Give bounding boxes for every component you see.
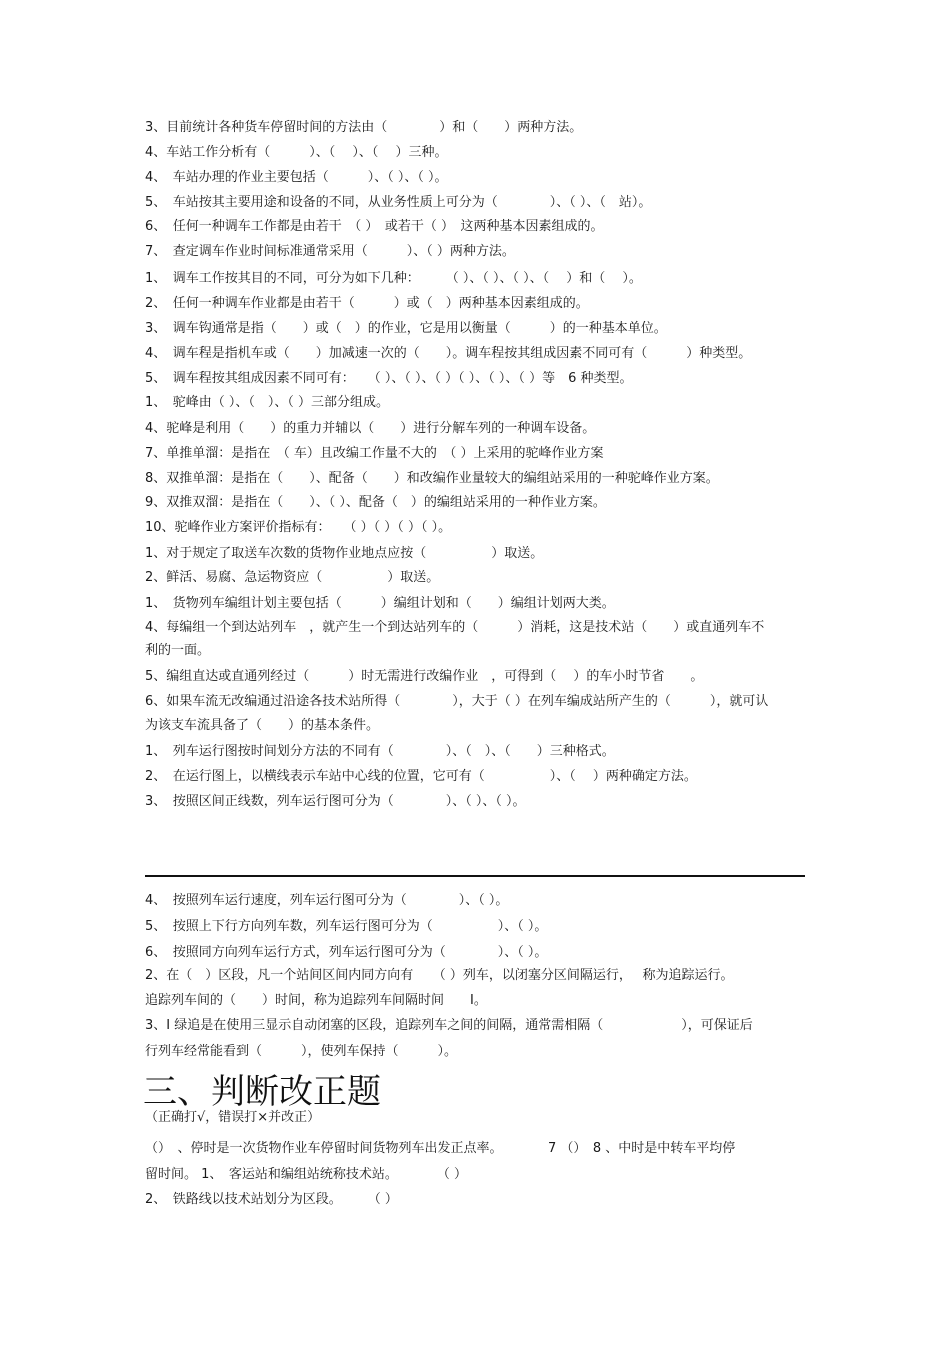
judgement-line-2: （） 、停时是一次货物作业车停留时间货物列车出发正点率。 7 （） 8 、中时是中转车平均停 — [145, 1141, 736, 1156]
question-line-6: 7、 查定调车作业时间标准通常采用（ ）、（ ）两种方法。 — [145, 244, 515, 259]
question-line-13: 4、驼峰是利用（ ）的重力并辅以（ ）进行分解车列的一种调车设备。 — [145, 421, 596, 436]
question-line-19: 2、鲜活、易腐、急运物资应（ ）取送。 — [145, 570, 440, 585]
page-separator-line — [145, 875, 805, 877]
question-line-23: 5、编组直达或直通列经过（ ）时无需进行改编作业 ，可得到（ ）的车小时节省 。 — [145, 669, 704, 684]
question-line-24: 6、如果车流无改编通过沿途各技术站所得（ ），大于（ ）在列车编成站所产生的（ ），就可认 — [145, 694, 769, 709]
question-line-1: 3、目前统计各种货车停留时间的方法由（ ）和（ ）两种方法。 — [145, 120, 583, 135]
question-line-20: 1、 货物列车编组计划主要包括（ ）编组计划和（ ）编组计划两大类。 — [145, 596, 615, 611]
judgement-line-3: 留时间。 1、 客运站和编组站统称技术站。 （ ） — [145, 1167, 468, 1182]
question-line-8: 2、 任何一种调车作业都是由若干（ ）或（ ）两种基本因素组成的。 — [145, 296, 589, 311]
question-continued-line-5: 追踪列车间的（ ）时间，称为追踪列车间隔时间 I。 — [145, 993, 487, 1008]
judgement-line-4: 2、 铁路线以技术站划分为区段。 （ ） — [145, 1192, 398, 1207]
question-continued-line-3: 6、 按照同方向列车运行方式，列车运行图可分为（ ）、（ ）。 — [145, 945, 548, 960]
section-title: 三、判断改正题 — [143, 1072, 381, 1112]
question-line-12: 1、 驼峰由（ ）、（ ）、（ ）三部分组成。 — [145, 395, 390, 410]
question-line-2: 4、车站工作分析有（ ）、（ ）、（ ）三种。 — [145, 145, 448, 160]
question-line-5: 6、 任何一种调车工作都是由若干 （ ） 或若干（ ） 这两种基本因素组成的。 — [145, 219, 604, 234]
question-line-15: 8、双推单溜：是指在（ ）、配备（ ）和改编作业量较大的编组站采用的一种驼峰作业方案。 — [145, 471, 719, 486]
question-line-11: 5、 调车程按其组成因素不同可有： （ ）、（ ）、（ ）（ ）、（ ）、（ ）等 6 种类型。 — [145, 371, 633, 386]
question-continued-line-6: 3、I 绿追是在使用三显示自动闭塞的区段，追踪列车之间的间隔，通常需相隔（ ），可保证后 — [145, 1018, 753, 1033]
question-continued-line-7: 行列车经常能看到（ ），使列车保持（ ）。 — [145, 1044, 458, 1059]
question-line-21: 4、每编组一个到达站列车 ，就产生一个到达站列车的（ ）消耗，这是技术站（ ）或直通列车不 — [145, 620, 765, 635]
question-line-17: 10、驼峰作业方案评价指标有： （ ）（ ）（ ）（ ）。 — [145, 520, 452, 535]
question-line-9: 3、 调车钩通常是指（ ）或（ ）的作业，它是用以衡量（ ）的一种基本单位。 — [145, 321, 667, 336]
question-continued-line-2: 5、 按照上下行方向列车数，列车运行图可分为（ ）、（ ）。 — [145, 919, 548, 934]
question-line-25: 为该支车流具备了（ ）的基本条件。 — [145, 718, 380, 733]
question-line-14: 7、单推单溜：是指在 （ 车）且改编工作量不大的 （ ）上采用的驼峰作业方案 — [145, 446, 604, 461]
question-line-10: 4、 调车程是指机车或（ ）加减速一次的（ ）。调车程按其组成因素不同可有（ ）种类型。 — [145, 346, 752, 361]
question-line-3: 4、 车站办理的作业主要包括（ ）、（ ）、（ ）。 — [145, 170, 448, 185]
judgement-line-1: （正确打√，错误打×并改正） — [145, 1110, 321, 1125]
question-line-18: 1、对于规定了取送车次数的货物作业地点应按（ ）取送。 — [145, 546, 544, 561]
question-line-16: 9、双推双溜：是指在（ ）、（ ）、配备（ ）的编组站采用的一种作业方案。 — [145, 495, 606, 510]
question-line-22: 利的一面。 — [145, 643, 211, 658]
question-line-28: 3、 按照区间正线数，列车运行图可分为（ ）、（ ）、（ ）。 — [145, 794, 526, 809]
question-continued-line-1: 4、 按照列车运行速度，列车运行图可分为（ ）、（ ）。 — [145, 893, 509, 908]
question-line-26: 1、 列车运行图按时间划分方法的不同有（ ）、（ ）、（ ）三种格式。 — [145, 744, 615, 759]
question-line-4: 5、 车站按其主要用途和设备的不同，从业务性质上可分为（ ）、（ ）、（ 站）。 — [145, 195, 652, 210]
question-continued-line-4: 2、在（ ）区段，凡一个站间区间内同方向有 （ ）列车，以闭塞分区间隔运行， 称为追踪运行。 — [145, 968, 734, 983]
question-line-7: 1、 调车工作按其目的不同，可分为如下几种： （ ）、（ ）、（ ）、（ ）和（ ）。 — [145, 271, 642, 286]
question-line-27: 2、 在运行图上，以横线表示车站中心线的位置，它可有（ ）、（ ）两种确定方法。 — [145, 769, 697, 784]
